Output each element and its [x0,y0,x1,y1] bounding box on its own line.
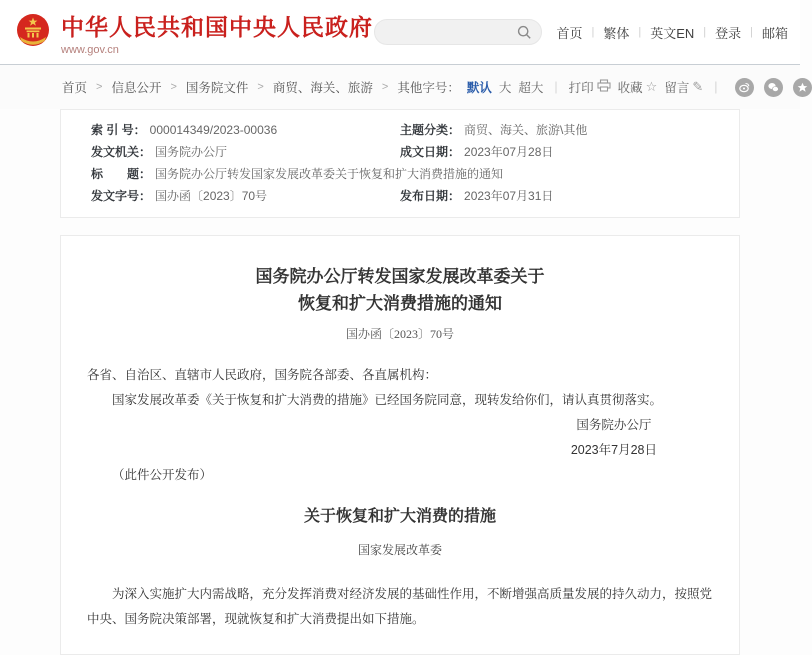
document-number: 国办函〔2023〕70号 [345,327,454,341]
meta-doc-number [61,185,400,207]
meta-category [400,119,739,141]
breadcrumb-item-state-council-docs[interactable]: 国务院文件 [185,81,249,95]
breadcrumb-separator: > [381,81,389,93]
meta-category-value: 商贸、海关、旅游\其他 [464,123,588,137]
signature-block [571,413,657,463]
site-header [0,0,800,65]
breadcrumb [62,78,422,96]
font-size-label: 字号： [422,81,460,95]
document-metadata-box [60,109,740,218]
breadcrumb-separator: > [96,81,103,93]
comment-button[interactable] [664,78,703,96]
nav-separator: | [591,26,595,38]
nav-item-english[interactable]: 英文EN [650,25,695,41]
meta-category-label: 主题分类： [400,123,461,137]
star-share-icon [797,82,808,93]
meta-title-label: 标 题： [91,167,152,181]
document-title [87,263,713,317]
print-button[interactable] [569,78,611,96]
pencil-icon: ✎ [692,79,704,94]
nav-separator: | [703,26,707,38]
meta-index-label: 索 引 号： [91,123,146,137]
comment-label: 留言 [664,81,690,95]
meta-title [61,163,739,185]
meta-issuing-agency [61,141,400,163]
nav-separator: | [750,26,753,38]
search-icon[interactable] [517,25,532,45]
breadcrumb-item-other: 其他 [397,81,423,95]
attachment-title: 关于恢复和扩大消费的措施 [303,508,496,525]
signature-agency: 国务院办公厅 [576,418,652,432]
nav-item-home[interactable]: 首页 [556,25,583,41]
share-qzone-button[interactable] [793,78,812,97]
toolbar-divider: | [714,80,718,94]
font-size-xlarge-button[interactable]: 超大 [518,81,544,95]
nav-item-traditional[interactable]: 繁体 [603,25,630,41]
wechat-icon [768,82,779,93]
national-emblem-icon [13,10,53,55]
site-brand[interactable] [13,9,373,56]
weibo-icon [739,82,750,93]
top-nav [556,23,788,42]
site-url: www.gov.cn [61,43,119,56]
favorite-label: 收藏 [617,81,643,95]
breadcrumb-item-home[interactable]: 首页 [62,81,88,95]
attachment-paragraph: 为深入实施扩大内需战略，充分发挥消费对经济发展的基础性作用，不断增强高质量发展的持久动力，按照党中央、国务院决策部署，现就恢复和扩大消费提出如下措施。 [87,587,713,626]
document-title-line1: 国务院办公厅转发国家发展改革委关于 [255,267,545,286]
meta-publish-date-label: 发布日期： [400,189,461,203]
meta-doc-number-value: 国办函〔2023〕70号 [155,189,268,203]
meta-agency-value: 国务院办公厅 [155,145,228,159]
meta-index-number [61,119,400,141]
font-size-default-button[interactable]: 默认 [466,81,492,95]
public-release-note: （此件公开发布） [112,468,213,482]
share-weibo-button[interactable] [735,78,754,97]
site-title: 中华人民共和国中央人民政府 [61,13,373,40]
signature-date: 2023年7月28日 [570,443,657,457]
meta-written-date [400,141,739,163]
share-wechat-button[interactable] [764,78,783,97]
share-buttons [735,78,812,97]
printer-icon [597,79,611,95]
meta-written-date-value: 2023年07月28日 [464,145,554,159]
document-paragraph: 国家发展改革委《关于恢复和扩大消费的措施》已经国务院同意，现转发给你们，请认真贯彻落实。 [112,393,663,407]
document-salutation: 各省、自治区、直辖市人民政府，国务院各部委、各直属机构： [87,368,438,382]
meta-agency-label: 发文机关： [91,145,152,159]
meta-title-value: 国务院办公厅转发国家发展改革委关于恢复和扩大消费措施的通知 [155,167,504,181]
search-box[interactable] [374,19,542,45]
attachment-byline: 国家发展改革委 [357,543,442,557]
nav-item-mail[interactable]: 邮箱 [761,25,788,41]
meta-publish-date [400,185,739,207]
breadcrumb-separator: > [257,81,264,93]
meta-publish-date-value: 2023年07月31日 [464,189,554,203]
meta-index-value: 000014349/2023-00036 [149,123,278,137]
favorite-button[interactable] [618,78,658,96]
toolbar-divider: | [554,80,558,94]
nav-item-login[interactable]: 登录 [715,25,742,41]
breadcrumb-item-info-disclosure[interactable]: 信息公开 [111,81,162,95]
meta-written-date-label: 成文日期： [400,145,461,159]
font-size-large-button[interactable]: 大 [498,81,512,95]
document-title-line2: 恢复和扩大消费措施的通知 [298,294,502,313]
star-icon: ☆ [645,79,658,94]
breadcrumb-item-commerce[interactable]: 商贸、海关、旅游 [272,81,373,95]
toolbar [0,65,800,109]
search-input[interactable] [387,25,517,39]
toolbar-controls [422,78,811,97]
breadcrumb-separator: > [170,81,177,93]
document-content-box [60,235,740,655]
print-label: 打印 [568,81,594,95]
nav-separator: | [638,26,642,38]
meta-doc-number-label: 发文字号： [91,189,152,203]
